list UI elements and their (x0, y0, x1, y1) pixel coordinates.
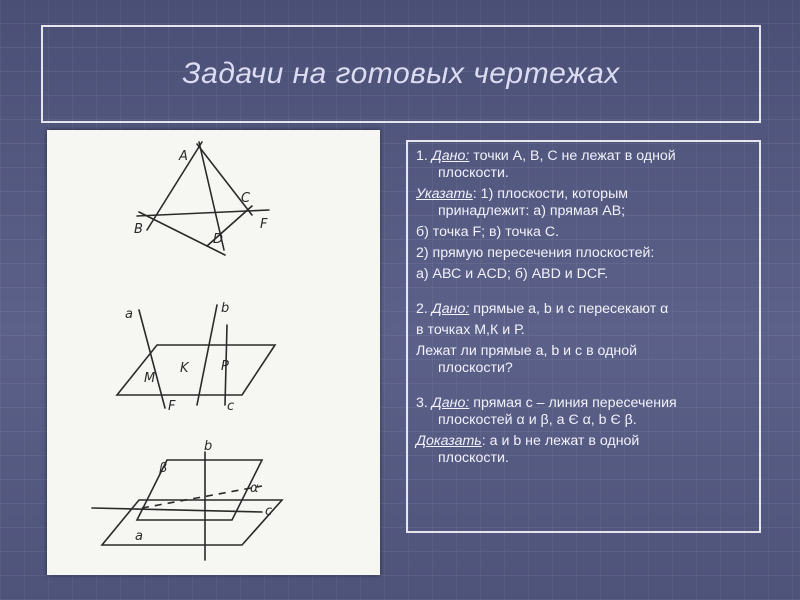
label-a3: a (135, 529, 143, 544)
label-b: b (221, 301, 230, 316)
label-B: B (134, 222, 143, 237)
task-1-line-a: а) АВС и ACD; б) ABD и DCF. (416, 266, 609, 282)
figure-3 (92, 439, 282, 560)
label-C: C (241, 191, 251, 206)
task-1-given: 1. Дано: точки А, В, С не лежат в одной плоскости. (416, 148, 676, 181)
task-2-question: Лежат ли прямые а, b и с в одной плоскости? (416, 343, 638, 376)
label-P: P (221, 359, 229, 374)
label-A: A (179, 149, 188, 164)
show-label: Указать (416, 186, 473, 202)
given-label: Дано: (431, 148, 470, 164)
given-label: Дано: (431, 301, 470, 317)
task-3-given: 3. Дано: прямая с – линия пересечения плоскостей α и β, а Є α, b Є β. (416, 395, 677, 428)
task-2-given: 2. Дано: прямые а, b и с пересекают α (416, 301, 669, 317)
tasks-panel (406, 140, 761, 533)
label-b3: b (204, 439, 213, 454)
label-c3: c (265, 504, 273, 519)
task-1-line-2: 2) прямую пересечения плоскостей: (416, 245, 655, 261)
task-1-line-b: б) точка F; в) точка С. (416, 224, 560, 240)
label-F: F (260, 217, 268, 232)
label-a: a (125, 307, 133, 322)
label-F2: F (168, 399, 176, 414)
label-K: K (180, 361, 189, 376)
task-1-show: Указать: 1) плоскости, которым принадлежит: а) прямая АВ; (416, 186, 629, 219)
label-D: D (213, 232, 224, 247)
title-frame (41, 25, 761, 123)
given-label: Дано: (431, 395, 470, 411)
label-c: c (227, 399, 235, 414)
prove-label: Доказать (416, 433, 482, 449)
figure-2 (117, 301, 275, 414)
label-alpha: α (250, 481, 259, 496)
task-2-points: в точках М,К и Р. (416, 322, 525, 338)
task-3-prove: Доказать: а и b не лежат в одной плоскости. (416, 433, 640, 466)
label-beta: β (159, 461, 168, 476)
drawings-photo (47, 130, 380, 575)
slide-title: Задачи на готовых чертежах (182, 57, 620, 90)
figure-1 (134, 142, 269, 255)
hand-drawings (47, 130, 380, 575)
label-M: M (144, 371, 156, 386)
